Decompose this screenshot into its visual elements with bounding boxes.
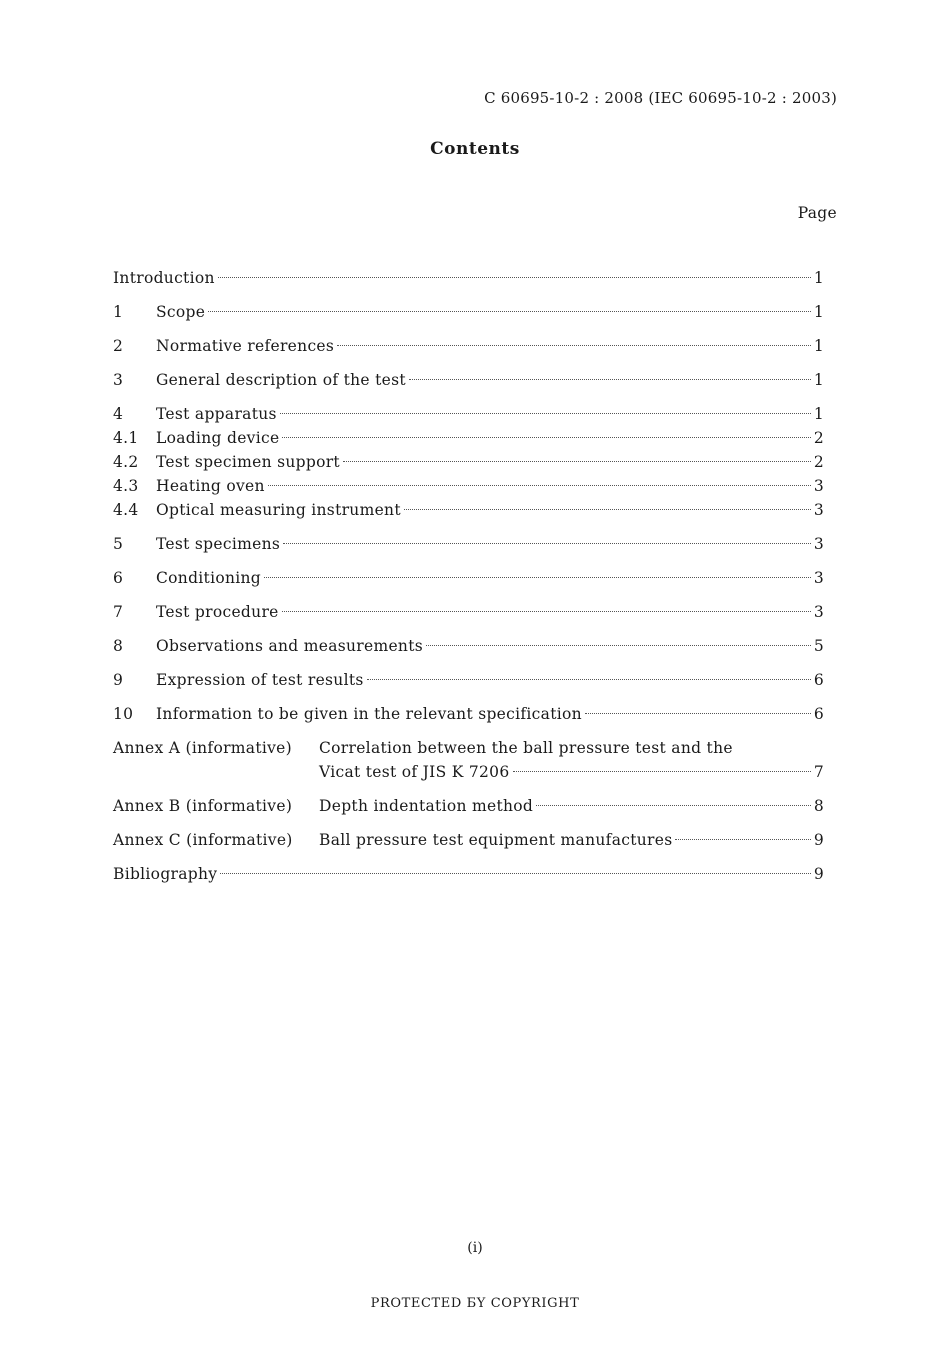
toc-entry-number: 3 xyxy=(113,371,124,389)
toc-entry-page: 3 xyxy=(813,501,824,519)
dot-leader xyxy=(585,713,811,714)
toc-entry-number: 6 xyxy=(113,569,124,587)
toc-entry-title: Expression of test results xyxy=(156,671,364,689)
toc-entry-number: 4.1 xyxy=(113,429,139,447)
toc-entry-number: 1 xyxy=(113,303,124,321)
toc-entry-title: Heating oven xyxy=(156,477,265,495)
toc-entry-title: Conditioning xyxy=(156,569,262,587)
toc-entry-9[interactable] xyxy=(113,668,824,692)
document-id: C 60695-10-2 : 2008 (IEC 60695-10-2 : 2003) xyxy=(484,89,837,107)
dot-leader xyxy=(220,873,810,874)
toc-entry-page: 3 xyxy=(813,535,824,553)
toc-entry-page: 1 xyxy=(813,371,824,389)
toc-entry-annex-c[interactable] xyxy=(113,828,824,852)
toc-entry-title: Test apparatus xyxy=(156,405,277,423)
toc-entry-introduction[interactable] xyxy=(113,266,824,290)
toc-entry-number: 4.2 xyxy=(113,453,139,471)
dot-leader xyxy=(264,577,811,578)
toc-entry-number: 4.4 xyxy=(113,501,139,519)
dot-leader xyxy=(367,679,811,680)
contents-title: Contents xyxy=(430,139,520,159)
toc-entry-8[interactable] xyxy=(113,634,824,658)
dot-leader xyxy=(282,611,811,612)
toc-entry-title: Normative references xyxy=(156,337,335,355)
toc-entry-page: 1 xyxy=(813,405,824,423)
toc-entry-title: Loading device xyxy=(156,429,280,447)
copyright-footer: PROTECTED БY COPYRIGHT xyxy=(370,1296,580,1311)
toc-entry-page: 3 xyxy=(813,603,824,621)
toc-entry-1[interactable] xyxy=(113,300,824,324)
page-number: (i) xyxy=(467,1240,483,1256)
toc-entry-annex-b[interactable] xyxy=(113,794,824,818)
table-of-contents xyxy=(113,266,824,886)
toc-entry-page: 1 xyxy=(813,269,824,287)
toc-entry-title: Bibliography xyxy=(113,865,218,883)
toc-entry-page: 3 xyxy=(813,477,824,495)
dot-leader xyxy=(404,509,811,510)
toc-entry-title: Vicat test of JIS K 7206 xyxy=(319,763,510,781)
toc-entry-number: 4.3 xyxy=(113,477,139,495)
toc-entry-6[interactable] xyxy=(113,566,824,590)
annex-label: Annex C (informative) xyxy=(113,831,293,849)
toc-entry-number: 2 xyxy=(113,337,124,355)
toc-entry-4-4[interactable] xyxy=(113,498,824,522)
toc-entry-title: Optical measuring instrument xyxy=(156,501,401,519)
toc-entry-page: 9 xyxy=(813,865,824,883)
dot-leader xyxy=(409,379,811,380)
dot-leader xyxy=(268,485,811,486)
toc-entry-4[interactable] xyxy=(113,402,824,426)
toc-entry-title: Test specimen support xyxy=(156,453,340,471)
toc-entry-title: Observations and measurements xyxy=(156,637,423,655)
toc-entry-page: 2 xyxy=(813,453,824,471)
toc-entry-title: Depth indentation method xyxy=(319,797,534,815)
toc-entry-number: 8 xyxy=(113,637,124,655)
dot-leader xyxy=(208,311,811,312)
toc-entry-page: 2 xyxy=(813,429,824,447)
annex-label: Annex B (informative) xyxy=(113,797,293,815)
toc-entry-title: Ball pressure test equipment manufactures xyxy=(319,831,673,849)
toc-entry-number: 4 xyxy=(113,405,124,423)
toc-entry-title: Scope xyxy=(156,303,206,321)
dot-leader xyxy=(337,345,811,346)
toc-entry-7[interactable] xyxy=(113,600,824,624)
toc-entry-page: 5 xyxy=(813,637,824,655)
toc-entry-page: 8 xyxy=(813,797,824,815)
dot-leader xyxy=(426,645,811,646)
toc-entry-page: 1 xyxy=(813,303,824,321)
toc-entry-5[interactable] xyxy=(113,532,824,556)
page-column-header: Page xyxy=(797,204,837,222)
dot-leader xyxy=(513,771,811,772)
toc-entry-10[interactable] xyxy=(113,702,824,726)
toc-entry-number: 7 xyxy=(113,603,124,621)
toc-entry-page: 1 xyxy=(813,337,824,355)
dot-leader xyxy=(282,437,810,438)
dot-leader xyxy=(283,543,811,544)
toc-entry-title: Test specimens xyxy=(156,535,281,553)
dot-leader xyxy=(280,413,811,414)
dot-leader xyxy=(675,839,810,840)
toc-entry-4-2[interactable] xyxy=(113,450,824,474)
toc-entry-title: General description of the test xyxy=(156,371,406,389)
toc-entry-4-1[interactable] xyxy=(113,426,824,450)
toc-entry-page: 3 xyxy=(813,569,824,587)
toc-entry-page: 9 xyxy=(813,831,824,849)
dot-leader xyxy=(536,805,811,806)
toc-entry-4-3[interactable] xyxy=(113,474,824,498)
toc-entry-number: 10 xyxy=(113,705,134,723)
toc-entry-page: 7 xyxy=(813,763,824,781)
dot-leader xyxy=(218,277,811,278)
toc-entry-annex-a[interactable] xyxy=(113,736,824,760)
annex-label: Annex A (informative) xyxy=(113,739,292,757)
dot-leader xyxy=(343,461,811,462)
toc-entry-number: 9 xyxy=(113,671,124,689)
toc-entry-number: 5 xyxy=(113,535,124,553)
toc-entry-title: Test procedure xyxy=(156,603,279,621)
toc-entry-3[interactable] xyxy=(113,368,824,392)
toc-entry-2[interactable] xyxy=(113,334,824,358)
toc-entry-title: Correlation between the ball pressure test and the xyxy=(319,739,733,757)
toc-entry-title: Introduction xyxy=(113,269,215,287)
toc-entry-page: 6 xyxy=(813,671,824,689)
toc-entry-page: 6 xyxy=(813,705,824,723)
toc-entry-bibliography[interactable] xyxy=(113,862,824,886)
toc-entry-title: Information to be given in the relevant specification xyxy=(156,705,582,723)
toc-entry-annex-a-continued[interactable] xyxy=(113,760,824,784)
